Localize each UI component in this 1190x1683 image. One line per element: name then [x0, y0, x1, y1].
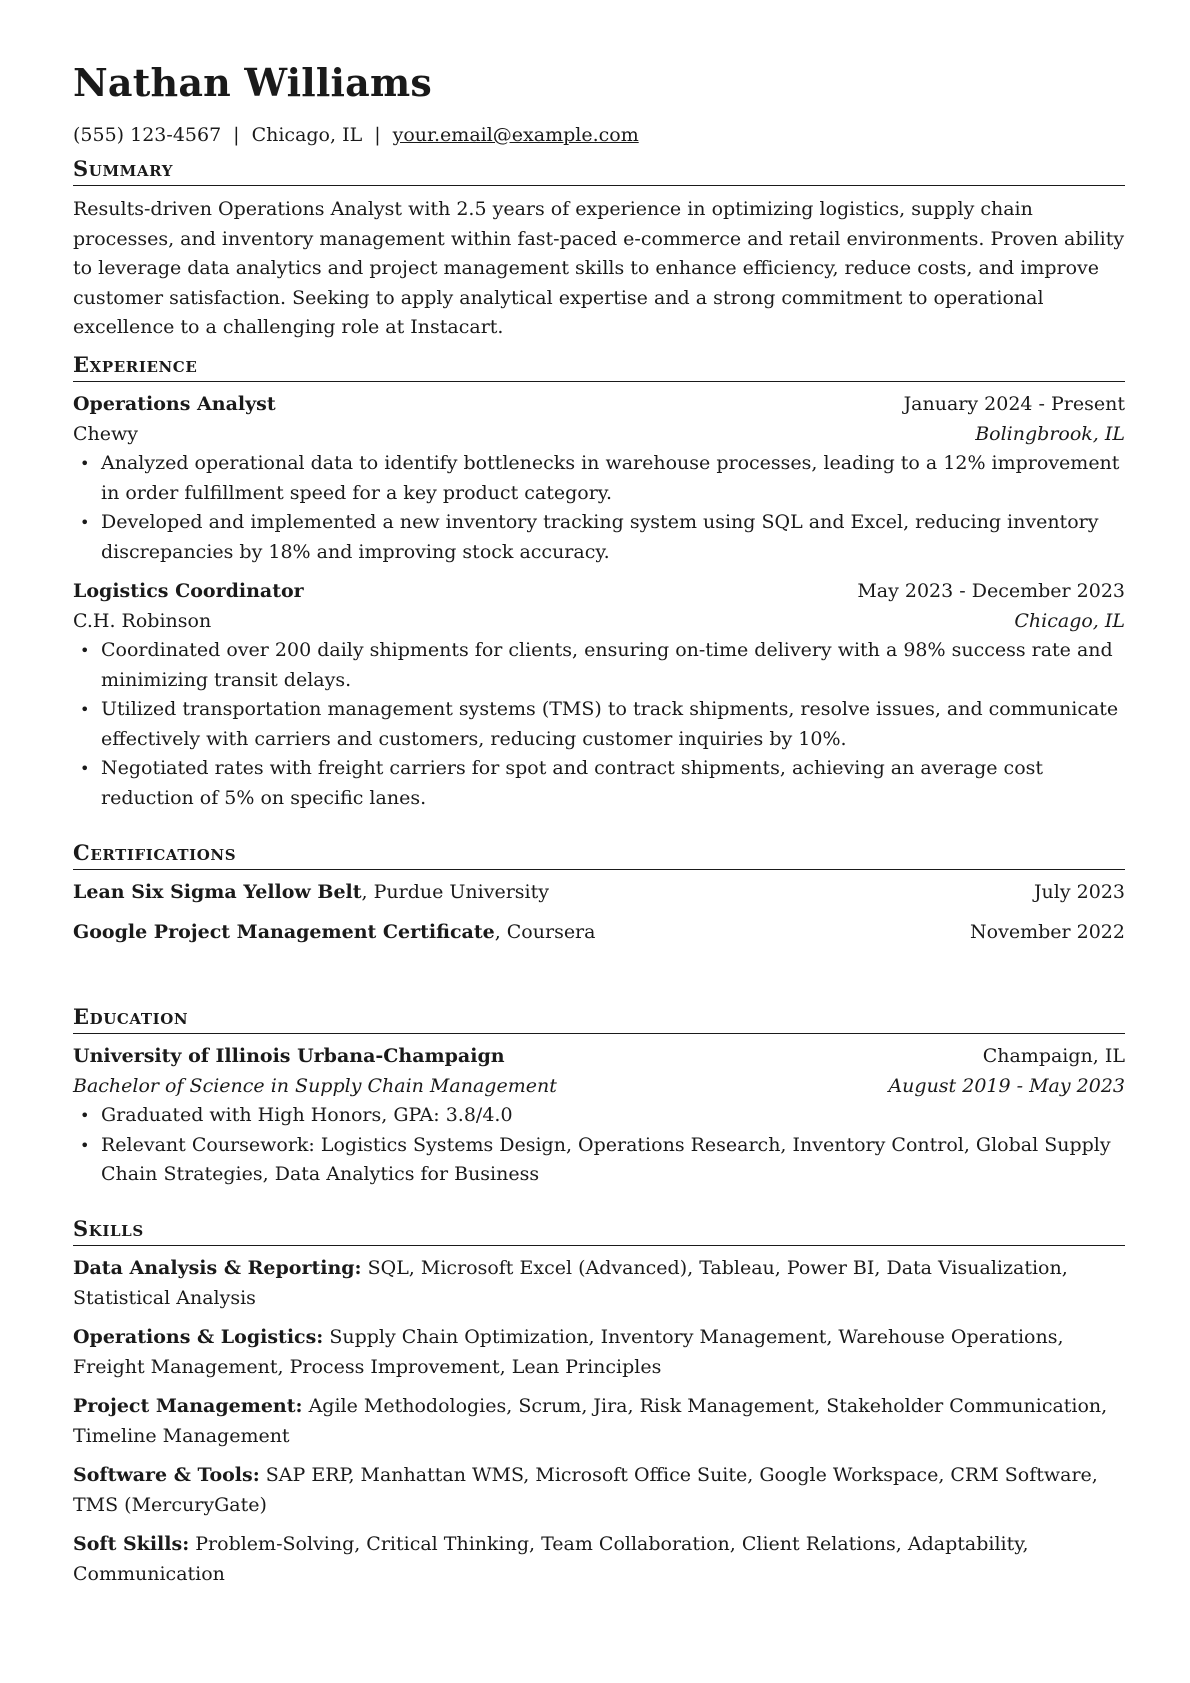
skill-list: Problem-Solving, Critical Thinking, Team Collaboration, Client Relations, Adaptability, Communication	[73, 1533, 1029, 1585]
list-item: • Relevant Coursework: Logistics Systems Design, Operations Research, Inventory Control, Global Supply Chain Strategies, Data Analytics for Business	[73, 1131, 1125, 1190]
skill-category: Project Management:	[73, 1395, 303, 1418]
school-name: University of Illinois Urbana-Champaign	[73, 1045, 505, 1068]
certification-issuer: , Purdue University	[361, 881, 549, 904]
phone-number: (555) 123-4567	[73, 124, 222, 146]
job-company: Chewy	[73, 422, 139, 445]
certification-entry	[73, 918, 1125, 948]
candidate-name: Nathan Williams	[73, 60, 432, 105]
list-item: • Negotiated rates with freight carriers for spot and contract shipments, achieving an average cost reduction of 5% on specific lanes.	[73, 754, 1125, 813]
list-item: • Analyzed operational data to identify bottlenecks in warehouse processes, leading to a 12% improvement in order fulfillment speed for a key product category.	[73, 449, 1125, 508]
job-role: Operations Analyst	[73, 393, 276, 416]
job-dates: January 2024 - Present	[903, 393, 1125, 416]
certification-name: Google Project Management Certificate	[73, 920, 495, 943]
job-dates: May 2023 - December 2023	[857, 580, 1125, 603]
job-location: Bolingbrook, IL	[975, 422, 1125, 445]
section-title-summary: Summary	[73, 156, 1125, 186]
contact-line	[73, 122, 639, 149]
location-text: Chicago, IL	[251, 124, 363, 146]
list-item: • Graduated with High Honors, GPA: 3.8/4.0	[73, 1101, 1125, 1131]
job-role: Logistics Coordinator	[73, 580, 304, 603]
section-title-certifications: Certifications	[73, 840, 1125, 870]
list-item: • Developed and implemented a new inventory tracking system using SQL and Excel, reducing inventory discrepancies by 18% and improving stock accuracy.	[73, 508, 1125, 567]
skill-list: SQL, Microsoft Excel (Advanced), Tableau, Power BI, Data Visualization, Statistical Analysis	[73, 1257, 1068, 1309]
email-link[interactable]: your.email@example.com	[392, 124, 639, 146]
skill-list: Supply Chain Optimization, Inventory Management, Warehouse Operations, Freight Management, Process Improvement, Lean Principles	[73, 1326, 1064, 1378]
summary-text: Results-driven Operations Analyst with 2.5 years of experience in optimizing logistics, supply chain processes, and inventory management within fast-paced e-commerce and retail environments. Proven ability to leverage data analytics and project management skills to enhance efficiency, reduce costs, and improve customer satisfaction. Seeking to apply analytical expertise and a strong commitment to operational excellence to a challenging role at Instacart.	[73, 198, 1125, 339]
job-company: C.H. Robinson	[73, 609, 212, 632]
section-title-experience: Experience	[73, 352, 1125, 382]
skill-line	[73, 1392, 1125, 1451]
education-dates: August 2019 - May 2023	[888, 1074, 1125, 1097]
job-bullets	[73, 636, 1125, 813]
list-item: • Utilized transportation management systems (TMS) to track shipments, resolve issues, and communicate effectively with carriers and customers, reducing customer inquiries by 10%.	[73, 695, 1125, 754]
job-entry	[73, 577, 1125, 813]
skill-list: SAP ERP, Manhattan WMS, Microsoft Office Suite, Google Workspace, CRM Software, TMS (MercuryGate)	[73, 1464, 1098, 1516]
summary-section	[73, 156, 1125, 343]
list-item: • Coordinated over 200 daily shipments for clients, ensuring on-time delivery with a 98% success rate and minimizing transit delays.	[73, 636, 1125, 695]
education-section	[73, 1004, 1125, 1190]
job-entry	[73, 390, 1125, 567]
skill-line	[73, 1530, 1125, 1589]
section-title-skills: Skills	[73, 1216, 1125, 1246]
section-title-education: Education	[73, 1004, 1125, 1034]
skill-line	[73, 1254, 1125, 1313]
degree-name: Bachelor of Science in Supply Chain Management	[73, 1074, 557, 1097]
certification-name: Lean Six Sigma Yellow Belt	[73, 881, 362, 904]
job-bullets	[73, 449, 1125, 567]
certification-issuer: , Coursera	[494, 920, 596, 943]
education-entry	[73, 1042, 1125, 1190]
skill-category: Operations & Logistics:	[73, 1326, 324, 1349]
certification-date: November 2022	[970, 920, 1125, 943]
contact-separator: |	[374, 124, 381, 146]
certifications-section	[73, 840, 1125, 947]
certification-date: July 2023	[1033, 881, 1125, 904]
education-bullets	[73, 1101, 1125, 1190]
contact-separator: |	[233, 124, 240, 146]
experience-section	[73, 352, 1125, 813]
job-location: Chicago, IL	[1014, 609, 1125, 632]
skill-line	[73, 1323, 1125, 1382]
certification-entry	[73, 878, 1125, 908]
skill-list: Agile Methodologies, Scrum, Jira, Risk Management, Stakeholder Communication, Timeline Management	[73, 1395, 1108, 1447]
school-location: Champaign, IL	[982, 1045, 1125, 1068]
skill-line	[73, 1461, 1125, 1520]
skill-category: Software & Tools:	[73, 1464, 260, 1487]
skills-section	[73, 1216, 1125, 1589]
skill-category: Soft Skills:	[73, 1533, 190, 1556]
skill-category: Data Analysis & Reporting:	[73, 1257, 362, 1280]
